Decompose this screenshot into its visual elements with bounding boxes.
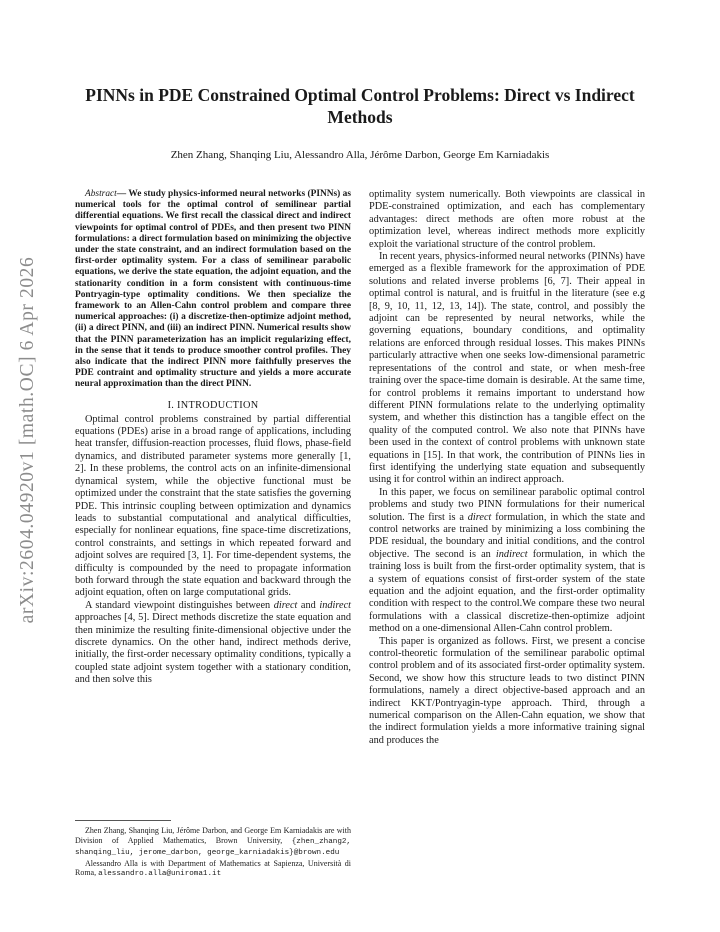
footnote-email[interactable]: alessandro.alla@uniroma1.it <box>98 870 222 879</box>
footnote-text: Zhen Zhang, Shanqing Liu, Jérôme Darbon, and George Em Karniadakis are with Division of Applied Mathematics, Brown University, <box>75 826 351 845</box>
intro-paragraph-6: This paper is organized as follows. First, we present a concise control-theoretic formulation of the semilinear parabolic optimal control problem and of its associated first-order optimality system. Second, we show how this structure leads to two distinct PINN formulations, namely a direct objective-based approach and an indirect KKT/Pontryagin-type approach. Third, through a numerical comparison on the Allen-Cahn equation, we show that the indirect formulation yields a more informative training signal and produces the <box>369 635 645 746</box>
arxiv-id: arXiv:2604.04920v1 [math.OC] 6 Apr 2026 <box>17 256 38 624</box>
paper-title: PINNs in PDE Constrained Optimal Control Problems: Direct vs Indirect Methods <box>85 85 635 127</box>
abstract-label: Abstract <box>85 189 117 199</box>
emphasis-direct: direct <box>467 511 492 523</box>
text-run: A standard viewpoint distinguishes between <box>85 599 274 611</box>
section-heading-introduction: I. INTRODUCTION <box>167 399 259 411</box>
footnote-rule <box>75 820 171 821</box>
footnotes <box>75 826 351 880</box>
intro-paragraph-3: optimality system numerically. Both viewpoints are classical in PDE-constrained optimization, and each has complementary advantages: direct methods are often more robust at the optimization level, whereas indirect methods more explicitly exploit the variational structure of the control problem. <box>369 189 645 250</box>
footnote-1 <box>75 826 351 859</box>
text-run: In this paper, we focus on semilinear parabolic optimal control problems and study two PINN formulations for their numerical solution. The first is a <box>369 486 645 523</box>
abstract-text: — We study physics-informed neural networks (PINNs) as numerical tools for the optimal control of semilinear partial differential equations. We first recall the classical direct and indirect viewpoints for optimal control of PDEs, and then present two PINN formulations: a direct formulation based on minimizing the objective under the state constraint, and an indirect formulation based on the first-order optimality system. For a class of semilinear parabolic equations, we derive the state equation, the adjoint equation, and the stationarity condition in a form consistent with continuous-time Pontryagin-type optimality conditions. We then specialize the framework to an Allen-Cahn control problem and compare three numerical approaches: (i) a discretize-then-optimize adjoint method, (ii) a direct PINN, and (iii) an indirect PINN. Numerical results show that the PINN parameterization has an implicit regularizing effect, in the sense that it tends to produce smoother control profiles. They also indicate that the indirect PINN more faithfully preserves the PDE contraint and optimality structure and yields a more accurate neural approximation than the direct PINN. <box>75 189 351 390</box>
intro-paragraph-1: Optimal control problems constrained by partial differential equations (PDEs) arise in a broad range of applications, including heat transfer, diffusion-reaction processes, fluid flows, phase-field dynamics, and distributed parameter systems more generally [1, 2]. In these problems, the control acts on an infinite-dimensional dynamical system, while the objective functional must be optimized under the constraint that the state satisfies the governing PDE. This intrinsic coupling between optimization and dynamics leads to substantial computational and analytical difficulties, especially for nonlinear equations, fine space-time discretizations, control constraints, and settings in which repeated forward and adjoint solves are required [3, 1]. For time-dependent systems, the difficulty is compounded by the need to propagate information both forward through the state equation and backward through the adjoint equation, often on large computational grids. <box>75 413 351 599</box>
footnote-2 <box>75 859 351 880</box>
abstract <box>75 189 351 391</box>
left-column <box>75 189 351 687</box>
text-run: approaches [4, 5]. Direct methods discretize the state equation and then minimize the resulting finite-dimensional objective under the discrete dynamics. On the other hand, indirect methods derive, initially, the first-order necessary optimality conditions, typically a coupled state adjoint system together with a stationary condition, and then solve this <box>75 612 351 686</box>
intro-paragraph-5 <box>369 487 645 636</box>
emphasis-direct: direct <box>273 599 298 611</box>
text-run: formulation, in which the training loss is built from the first-order optimality system, that is a system of equations consist of first-order system of the state equation and the adjoint equation, and the first-order optimality condition with respect to the control.We compare these two neural formulations with a classical discretize-then-optimize adjoint method on a one-dimensional Allen-Cahn control problem. <box>369 548 645 635</box>
emphasis-indirect: indirect <box>319 599 352 611</box>
arxiv-watermark <box>10 200 46 680</box>
intro-paragraph-2 <box>75 600 351 687</box>
right-column <box>369 189 645 747</box>
footnote-email[interactable]: {zhen_zhang2, shanqing_liu, jerome_darbon, george_karniadakis}@brown.edu <box>75 837 351 858</box>
intro-paragraph-4: In recent years, physics-informed neural networks (PINNs) have emerged as a flexible framework for the approximation of PDE solutions and related inverse problems [6, 7]. Their appeal in optimal control is natural, and is fruitful in the literature (see e.g [8, 9, 10, 11, 12, 13, 14]). The state, control, and possibly the adjoint can be represented by neural networks, while the governing equations, boundary conditions, and optimality relations are enforced through residual losses. This makes PINNs particularly attractive when one seeks low-dimensional parametric representations of the control and state, or when mesh-free training over the space-time domain is desirable. At the same time, for control problems it remains important to understand how different PINN formulations relate to the underlying optimality system, and whether this distinction has a tangible effect on the quality of the computed control. We also note that PINNs have been used in the context of control problems with unknown state equations in [15]. In that work, the contribution of PINNs lies in first identifying the underlying state equation and subsequently using it for control within an indirect approach. <box>369 251 645 486</box>
emphasis-indirect: indirect <box>495 548 528 560</box>
paper-authors: Zhen Zhang, Shanqing Liu, Alessandro Alla, Jérôme Darbon, George Em Karniadakis <box>170 149 550 161</box>
text-run: and <box>297 599 320 611</box>
footnote-text: Alessandro Alla is with Department of Mathematics at Sapienza, Università di Roma, <box>75 858 351 878</box>
text-run: formulation, in which the state and control networks are trained by minimizing a loss combining the PDE residual, the boundary and initial conditions, and the control objective. The second is an <box>369 511 645 560</box>
